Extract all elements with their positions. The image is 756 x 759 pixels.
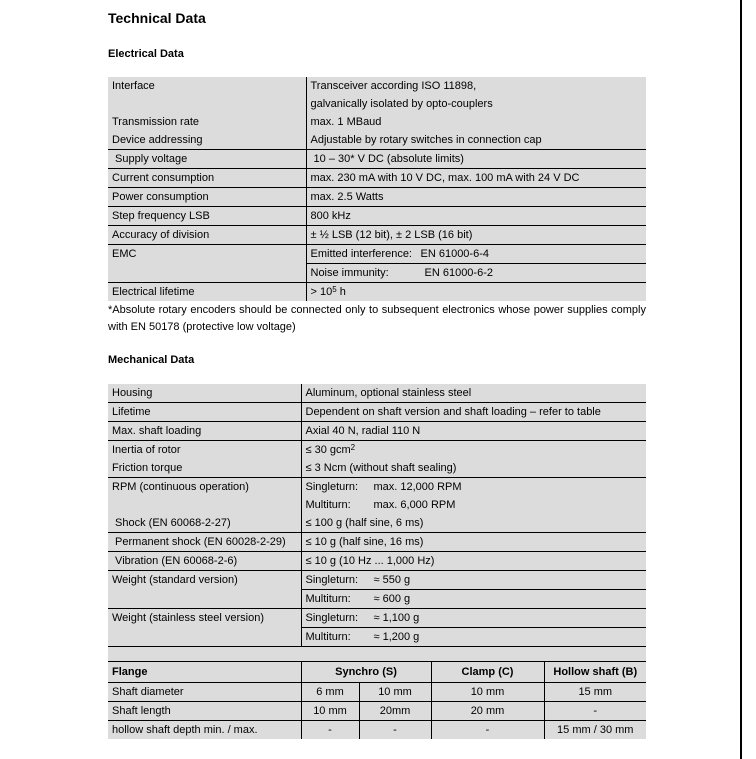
row-value: > $10^5$ h	[306, 283, 646, 302]
table-row	[108, 478, 646, 497]
table-row	[108, 609, 646, 628]
row-value: ≤ 3 Ncm (without shaft sealing)	[301, 459, 646, 478]
row-label: Transmission rate	[108, 113, 306, 131]
table-row: hollow shaft depth min. / max. - - - 15 mm / 30 mm	[108, 721, 646, 740]
table-row	[108, 590, 646, 609]
table-row	[108, 459, 646, 478]
header-hollow-shaft: Hollow shaft (B)	[544, 662, 646, 683]
row-value: Singleturn: ≈ 550 g	[301, 571, 646, 590]
table-row	[108, 77, 646, 95]
row-label: Shock (EN 60068-2-27)	[108, 514, 301, 533]
page-title: Technical Data	[108, 10, 206, 26]
electrical-heading: Electrical Data	[108, 48, 184, 60]
row-value: Dependent on shaft version and shaft loading – refer to table	[301, 403, 646, 422]
table-row	[108, 113, 646, 131]
row-label: RPM (continuous operation)	[108, 478, 301, 497]
flange-table	[108, 661, 646, 739]
table-row	[108, 403, 646, 422]
row-label: Lifetime	[108, 403, 301, 422]
row-value: ≤ 100 g (half sine, 6 ms)	[301, 514, 646, 533]
electrical-table	[108, 77, 646, 301]
table-row	[108, 441, 646, 460]
row-value: ± ½ LSB (12 bit), ± 2 LSB (16 bit)	[306, 226, 646, 245]
table-row: Shaft diameter 6 mm 10 mm 10 mm 15 mm	[108, 683, 646, 702]
row-label: Permanent shock (EN 60028-2-29)	[108, 533, 301, 552]
row-value: Aluminum, optional stainless steel	[301, 384, 646, 403]
row-value: Multiturn: ≈ 1,200 g	[301, 628, 646, 647]
table-row	[108, 384, 646, 403]
table-row	[108, 188, 646, 207]
row-label: Power consumption	[108, 188, 306, 207]
row-value: Emitted interference: EN 61000-6-4	[306, 245, 646, 264]
row-label: EMC	[108, 245, 306, 264]
header-flange: Flange	[108, 662, 301, 683]
row-label: Accuracy of division	[108, 226, 306, 245]
row-label: Max. shaft loading	[108, 422, 301, 441]
row-label: Friction torque	[108, 459, 301, 478]
table-row	[108, 95, 646, 113]
table-row	[108, 226, 646, 245]
table-row	[108, 552, 646, 571]
page-right-border	[740, 0, 742, 759]
row-label: Device addressing	[108, 131, 306, 150]
row-label: Interface	[108, 77, 306, 95]
table-row	[108, 422, 646, 441]
table-row	[108, 245, 646, 264]
header-synchro: Synchro (S)	[301, 662, 431, 683]
row-value: max. 230 mA with 10 V DC, max. 100 mA with 24 V DC	[306, 169, 646, 188]
row-label: Weight (standard version)	[108, 571, 301, 590]
table-row	[108, 207, 646, 226]
row-label: Step frequency LSB	[108, 207, 306, 226]
table-row	[108, 571, 646, 590]
row-value: Multiturn: ≈ 600 g	[301, 590, 646, 609]
table-header-row	[108, 662, 646, 683]
row-label: Current consumption	[108, 169, 306, 188]
header-clamp: Clamp (C)	[431, 662, 544, 683]
row-value: ≤ 10 g (half sine, 16 ms)	[301, 533, 646, 552]
row-value: ≤ 10 g (10 Hz ... 1,000 Hz)	[301, 552, 646, 571]
mechanical-heading: Mechanical Data	[108, 354, 195, 366]
table-row	[108, 533, 646, 552]
row-label: Housing	[108, 384, 301, 403]
table-row	[108, 264, 646, 283]
table-row: Shaft length 10 mm 20mm 20 mm -	[108, 702, 646, 721]
table-row	[108, 514, 646, 533]
row-value: max. 2.5 Watts	[306, 188, 646, 207]
table-row	[108, 496, 646, 514]
row-value: Transceiver according ISO 11898,	[306, 77, 646, 95]
row-label: Supply voltage	[108, 150, 306, 169]
row-value: 10 – 30* V DC (absolute limits)	[306, 150, 646, 169]
row-label: Vibration (EN 60068-2-6)	[108, 552, 301, 571]
row-value: Adjustable by rotary switches in connection cap	[306, 131, 646, 150]
table-row	[108, 131, 646, 150]
row-label: Inertia of rotor	[108, 441, 301, 460]
row-label: Electrical lifetime	[108, 283, 306, 302]
row-value: 800 kHz	[306, 207, 646, 226]
table-row	[108, 169, 646, 188]
row-value: galvanically isolated by opto-couplers	[306, 95, 646, 113]
mechanical-table	[108, 384, 646, 665]
row-value: Multiturn: max. 6,000 RPM	[301, 496, 646, 514]
row-value: max. 1 MBaud	[306, 113, 646, 131]
row-value: Singleturn: max. 12,000 RPM	[301, 478, 646, 497]
table-row	[108, 628, 646, 647]
footnote: *Absolute rotary encoders should be connected only to subsequent electronics whose power supplies comply with EN 50178 (protective low voltage)	[108, 304, 646, 333]
table-row	[108, 150, 646, 169]
row-label: Weight (stainless steel version)	[108, 609, 301, 628]
row-value: Axial 40 N, radial 110 N	[301, 422, 646, 441]
row-value: Singleturn: ≈ 1,100 g	[301, 609, 646, 628]
table-row	[108, 283, 646, 302]
row-value: ≤ 30 gcm$^2$	[301, 441, 646, 460]
row-value: Noise immunity: EN 61000-6-2	[306, 264, 646, 283]
